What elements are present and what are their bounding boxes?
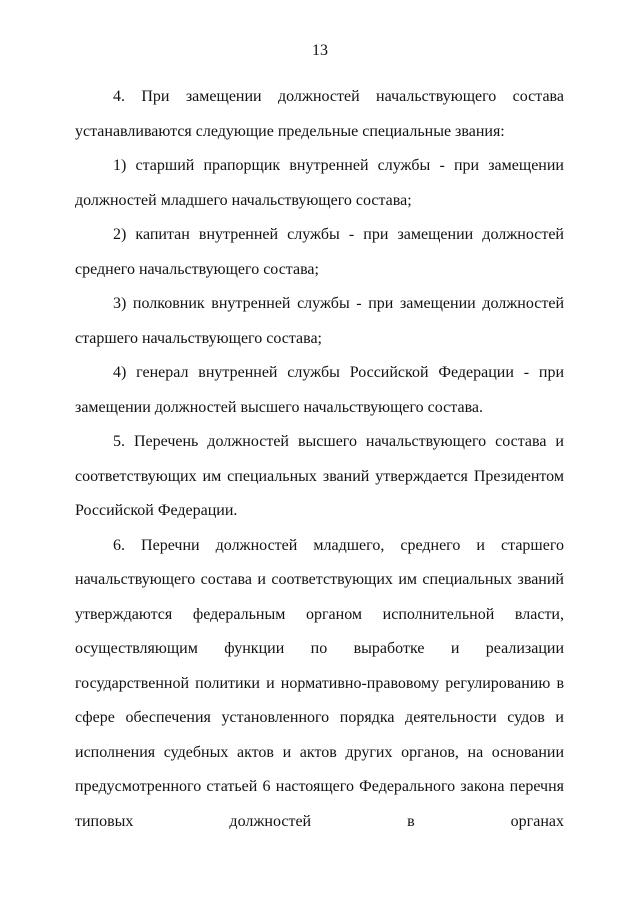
paragraph-4-2: 2) капитан внутренней службы - при замещении должностей среднего начальствующего состава;	[75, 226, 564, 278]
page-number: 13	[312, 42, 328, 59]
paragraph-4: 4. При замещении должностей начальствующего состава устанавливаются следующие предельные специальные звания:	[75, 88, 564, 140]
paragraph-4-1: 1) старший прапорщик внутренней службы - при замещении должностей младшего начальствующего состава;	[75, 157, 564, 209]
paragraph-4-3: 3) полковник внутренней службы - при замещении должностей старшего начальствующего состава;	[75, 295, 564, 347]
paragraph-6: 6. Перечни должностей младшего, среднего и старшего начальствующего состава и соответствующих им специальных званий утверждаются федеральным органом исполнительной власти, осуществляющим функции по выработке и реализации государственной политики и нормативно-правовому регулированию в сфере обеспечения установленного порядка деятельности судов и исполнения судебных актов и актов других органов, на основании предусмотренного статьей 6 настоящего Федерального закона перечня типовых должностей в органах	[75, 536, 564, 830]
document-body	[75, 80, 564, 839]
paragraph-4-4: 4) генерал внутренней службы Российской Федерации - при замещении должностей высшего начальствующего состава.	[75, 364, 564, 416]
paragraph-5: 5. Перечень должностей высшего начальствующего состава и соответствующих им специальных званий утверждается Президентом Российской Федерации.	[75, 433, 564, 519]
